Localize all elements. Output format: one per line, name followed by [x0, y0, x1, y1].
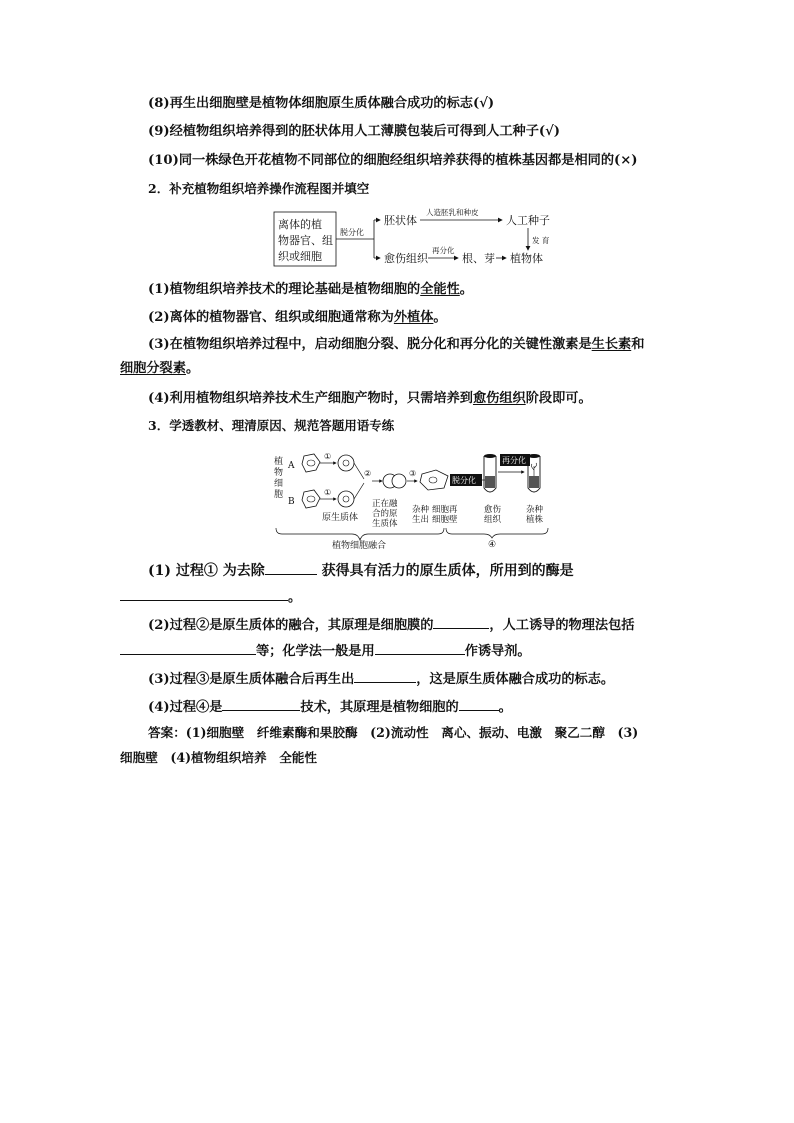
s2-q4: (4)利用植物组织培养技术生产细胞产物时，只需培养到愈伤组织阶段即可。	[148, 391, 592, 406]
dediff-label: 脱分化	[452, 476, 476, 485]
hybrid-wall-2: 生出	[412, 515, 430, 525]
cell-b	[302, 490, 320, 508]
source-line1: 离体的植	[278, 218, 322, 231]
s2-q1: (1)植物组织培养技术的理论基础是植物细胞的全能性。	[148, 282, 473, 297]
hybrid-plant-1: 杂种	[526, 505, 544, 515]
plant-cells-label-4: 胞	[274, 490, 284, 500]
source-line2: 物器官、组	[278, 234, 333, 247]
fusing-label-3: 生质体	[372, 519, 398, 529]
judgment-9: (9)经植物组织培养得到的胚状体用人工薄膜包装后可得到人工种子(√)	[148, 124, 561, 139]
artificial-seed-label: 人工种子	[506, 214, 550, 227]
s2-q3: (3)在植物组织培养过程中，启动细胞分裂、脱分化和再分化的关键性激素是生长素和	[148, 337, 645, 352]
hybrid-wall-1: 杂种	[412, 505, 430, 515]
hybrid-plant-2: 植株	[526, 515, 544, 525]
callus-diagram-2: 组织	[484, 515, 502, 525]
label-a: A	[288, 461, 295, 471]
step4-label: ④	[488, 540, 497, 550]
step1-a-label: ①	[324, 452, 332, 461]
development-label: 发 育	[532, 236, 550, 245]
hybrid-cell	[420, 470, 448, 490]
cell-a	[302, 454, 320, 472]
fusing-label-1: 正在融	[372, 499, 398, 509]
s3-q3: (3)过程③是原生质体融合后再生出 ，这是原生质体融合成功的标志。	[148, 668, 614, 690]
step3-label: ③	[409, 469, 417, 478]
answer-callus: 愈伤组织	[472, 391, 526, 406]
judgment-10: (10)同一株绿色开花植物不同部位的细胞经组织培养获得的植株基因都是相同的(×)	[148, 153, 638, 168]
s3-q2-cont: 等；化学法一般是用 作诱导剂。	[120, 640, 531, 662]
judgment-8: (8)再生出细胞壁是植物体细胞原生质体融合成功的标志(√)	[148, 96, 495, 111]
fusion-label: 植物细胞融合	[332, 541, 387, 551]
answer-cytokinin: 细胞分裂素	[120, 361, 186, 376]
cell-wall-re-2: 细胞壁	[432, 515, 458, 525]
cell-wall-re-1: 细胞再	[432, 505, 458, 515]
rediff-label: 再分化	[502, 456, 526, 465]
answer-line-1: 答案：(1)细胞壁 纤维素酶和果胶酶 (2)流动性 离心、振动、电激 聚乙二醇 (3)	[148, 725, 639, 740]
protoplast-b	[338, 491, 354, 507]
plant-cells-label-3: 细	[274, 479, 284, 489]
section2-heading: 2．补充植物组织培养操作流程图并填空	[148, 181, 370, 196]
s2-q3-cont: 细胞分裂素。	[120, 361, 200, 376]
step2-label: ②	[364, 469, 372, 478]
wrap-label: 人造胚乳和种皮	[426, 208, 479, 217]
s3-q4: (4)过程④是 技术，其原理是植物细胞的 。	[148, 696, 512, 718]
s3-q2: (2)过程②是原生质体的融合，其原理是细胞膜的 ，人工诱导的物理法包括	[148, 614, 634, 636]
plant-cells-label-1: 植	[274, 457, 284, 467]
embryoid-label: 胚状体	[384, 214, 417, 227]
s2-q2: (2)离体的植物器官、组织或细胞通常称为外植体。	[148, 310, 447, 325]
section3-heading: 3．学透教材、理清原因、规范答题用语专练	[148, 418, 395, 433]
tissue-culture-flowchart	[270, 206, 560, 272]
plantlet-label: 植物体	[510, 252, 543, 265]
root-bud-label: 根、芽	[462, 252, 495, 265]
step1-b-label: ①	[324, 488, 332, 497]
callus-label: 愈伤组织	[384, 252, 428, 265]
answer-explant: 外植体	[393, 310, 434, 325]
plant-cells-label-2: 物	[274, 468, 284, 478]
s3-q1-cont: 。	[120, 586, 301, 608]
answer-totipotency: 全能性	[420, 282, 460, 297]
source-line3: 织或细胞	[278, 250, 322, 263]
fusing-label-2: 合的原	[372, 509, 398, 519]
answer-auxin: 生长素	[591, 337, 632, 352]
cell-fusion-diagram	[272, 448, 554, 552]
protoplast-label: 原生质体	[322, 513, 359, 523]
fusing-right	[392, 474, 406, 488]
dedifferentiation-label: 脱分化	[340, 228, 364, 237]
redifferentiation-label: 再分化	[432, 246, 455, 255]
label-b: B	[288, 497, 295, 507]
protoplast-a	[338, 455, 354, 471]
s3-q1: (1) 过程① 为去除 获得具有活力的原生质体，所用到的酶是	[148, 560, 574, 581]
callus-diagram-1: 愈伤	[484, 505, 502, 515]
answer-line-2: 细胞壁 (4)植物组织培养 全能性	[120, 750, 317, 765]
